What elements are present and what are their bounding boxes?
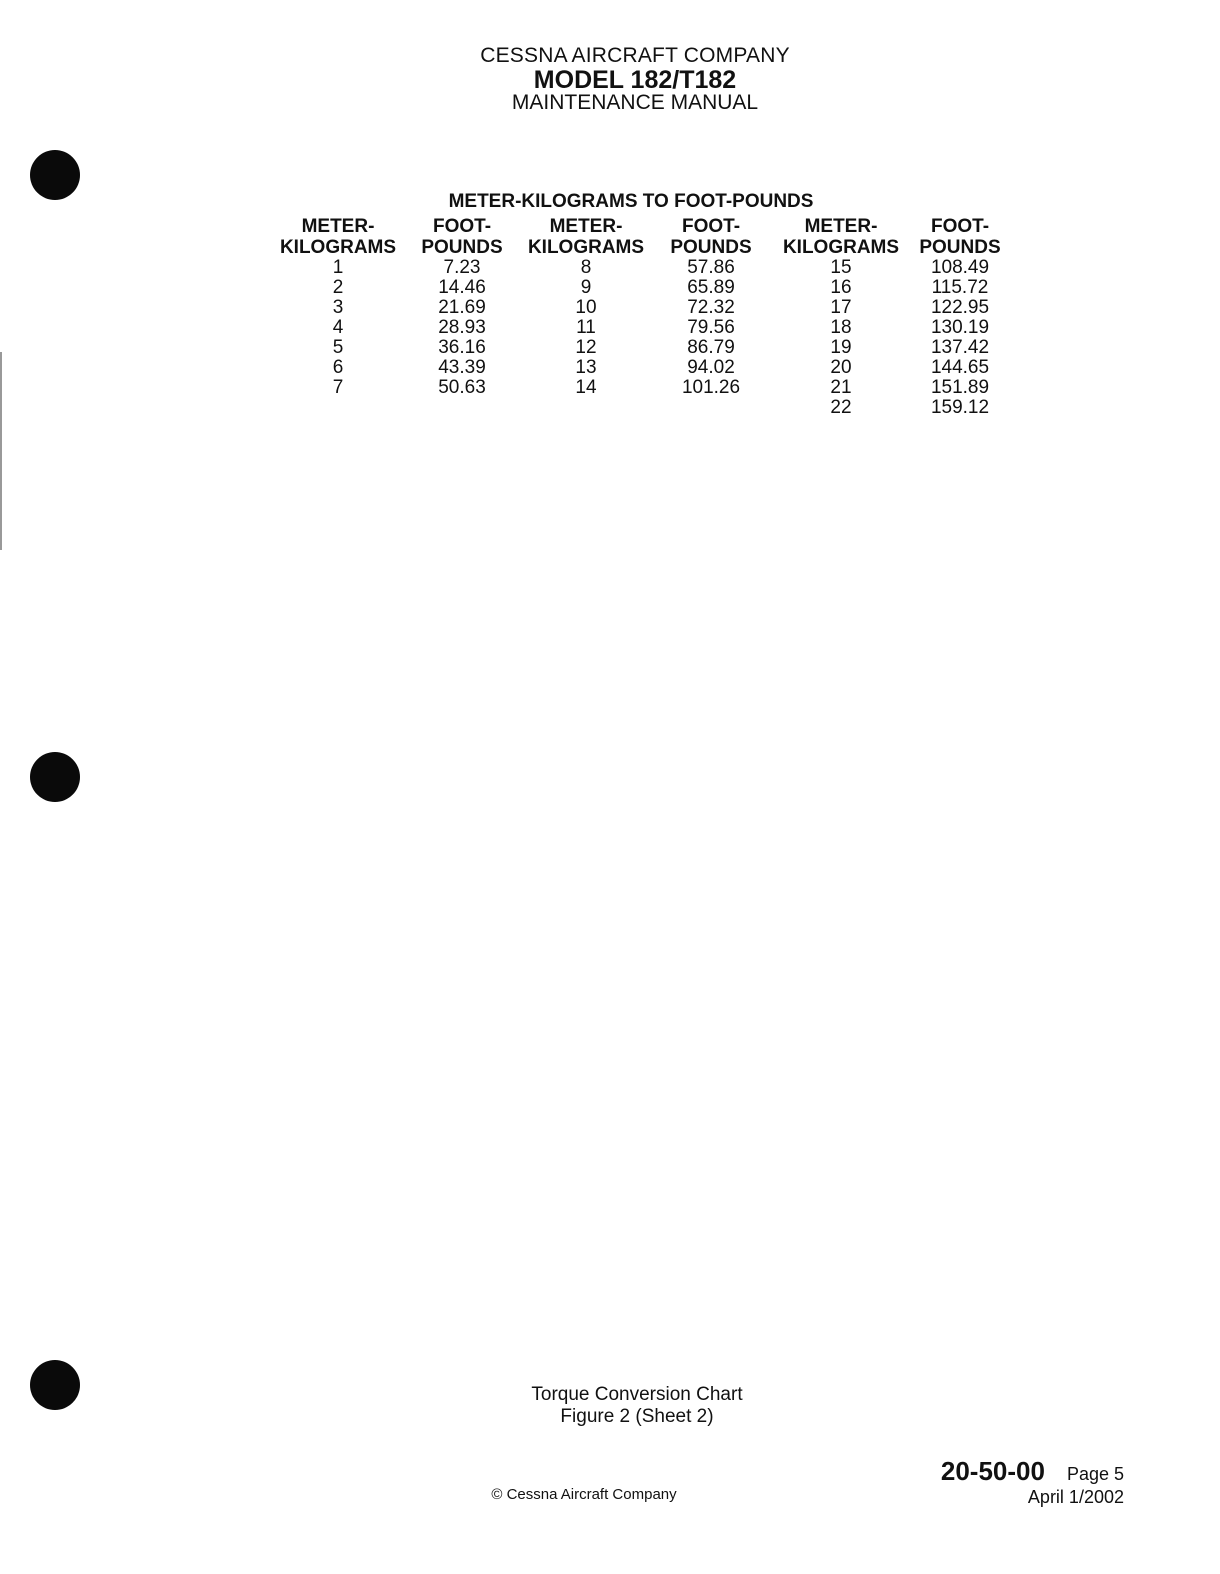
table-cell: 144.65 — [930, 357, 990, 378]
conversion-table — [272, 216, 1008, 418]
page-footer-info — [941, 1456, 1124, 1507]
table-cell: 2 — [332, 277, 344, 298]
page-number: Page 5 — [1066, 1464, 1124, 1484]
table-cell: 14.46 — [438, 277, 486, 298]
figure-title: Torque Conversion Chart — [531, 1384, 743, 1405]
column-header: METER- KILOGRAMS — [527, 216, 645, 258]
table-cell: 50.63 — [438, 377, 486, 398]
table-cell: 13 — [575, 357, 597, 378]
section-number: 20-50-00 — [940, 1456, 1045, 1486]
table-row — [272, 358, 1008, 378]
company-name: CESSNA AIRCRAFT COMPANY — [480, 44, 790, 67]
column-header: FOOT- POUNDS — [919, 216, 1001, 258]
table-cell: 151.89 — [930, 377, 990, 398]
table-cell: 19 — [830, 337, 852, 358]
figure-caption — [0, 1384, 1220, 1428]
table-cell: 4 — [332, 317, 344, 338]
table-cell: 137.42 — [930, 337, 990, 358]
table-cell: 9 — [580, 277, 592, 298]
table-row — [272, 318, 1008, 338]
page-header — [0, 44, 1220, 114]
table-cell: 5 — [332, 337, 344, 358]
revision-date: April 1/2002 — [1027, 1487, 1124, 1507]
table-cell: 130.19 — [930, 317, 990, 338]
table-row — [272, 258, 1008, 278]
table-cell: 43.39 — [438, 357, 486, 378]
table-cell: 115.72 — [931, 277, 989, 298]
column-header: FOOT- POUNDS — [421, 216, 503, 258]
table-cell: 57.86 — [687, 257, 735, 278]
table-cell: 108.49 — [930, 257, 990, 278]
table-cell — [652, 398, 770, 418]
figure-number: Figure 2 (Sheet 2) — [560, 1406, 714, 1427]
table-cell — [520, 398, 652, 418]
table-cell: 17 — [830, 297, 852, 318]
table-cell: 7 — [332, 377, 344, 398]
table-row — [272, 338, 1008, 358]
table-cell: 16 — [830, 277, 852, 298]
table-cell: 122.95 — [930, 297, 990, 318]
table-row — [272, 278, 1008, 298]
table-cell: 8 — [580, 257, 592, 278]
table-cell: 3 — [332, 297, 344, 318]
table-cell: 12 — [575, 337, 597, 358]
table-cell: 6 — [332, 357, 344, 378]
table-row — [272, 378, 1008, 398]
table-cell: 21 — [830, 377, 852, 398]
table-row — [272, 398, 1008, 418]
table-cell: 101.26 — [681, 377, 741, 398]
table-cell: 20 — [830, 357, 852, 378]
table-cell — [272, 398, 404, 418]
table-cell: 7.23 — [443, 257, 481, 278]
table-cell: 11 — [576, 317, 596, 338]
binder-hole-middle — [30, 752, 80, 802]
table-cell: 10 — [575, 297, 597, 318]
table-cell: 65.89 — [687, 277, 735, 298]
table-cell: 21.69 — [438, 297, 486, 318]
table-cell: 14 — [575, 377, 597, 398]
table-cell: 36.16 — [438, 337, 486, 358]
table-row — [272, 298, 1008, 318]
column-header: METER- KILOGRAMS — [279, 216, 397, 258]
table-cell: 72.32 — [687, 297, 735, 318]
table-cell: 15 — [830, 257, 852, 278]
table-header-row — [272, 216, 1008, 258]
column-header: FOOT- POUNDS — [670, 216, 752, 258]
scan-edge-mark — [0, 352, 2, 550]
model-title: MODEL 182/T182 — [533, 66, 737, 94]
table-cell: 159.12 — [930, 397, 990, 418]
table-cell: 1 — [332, 257, 344, 278]
table-cell: 94.02 — [687, 357, 735, 378]
column-header: METER- KILOGRAMS — [782, 216, 900, 258]
table-cell: 18 — [830, 317, 852, 338]
table-cell: 79.56 — [687, 317, 735, 338]
copyright-notice: © Cessna Aircraft Company — [491, 1486, 677, 1503]
table-cell: 22 — [830, 397, 852, 418]
table-title: METER-KILOGRAMS TO FOOT-POUNDS — [448, 191, 814, 212]
manual-title: MAINTENANCE MANUAL — [511, 91, 759, 114]
table-cell: 28.93 — [438, 317, 486, 338]
table-cell: 86.79 — [687, 337, 735, 358]
table-cell — [404, 398, 520, 418]
